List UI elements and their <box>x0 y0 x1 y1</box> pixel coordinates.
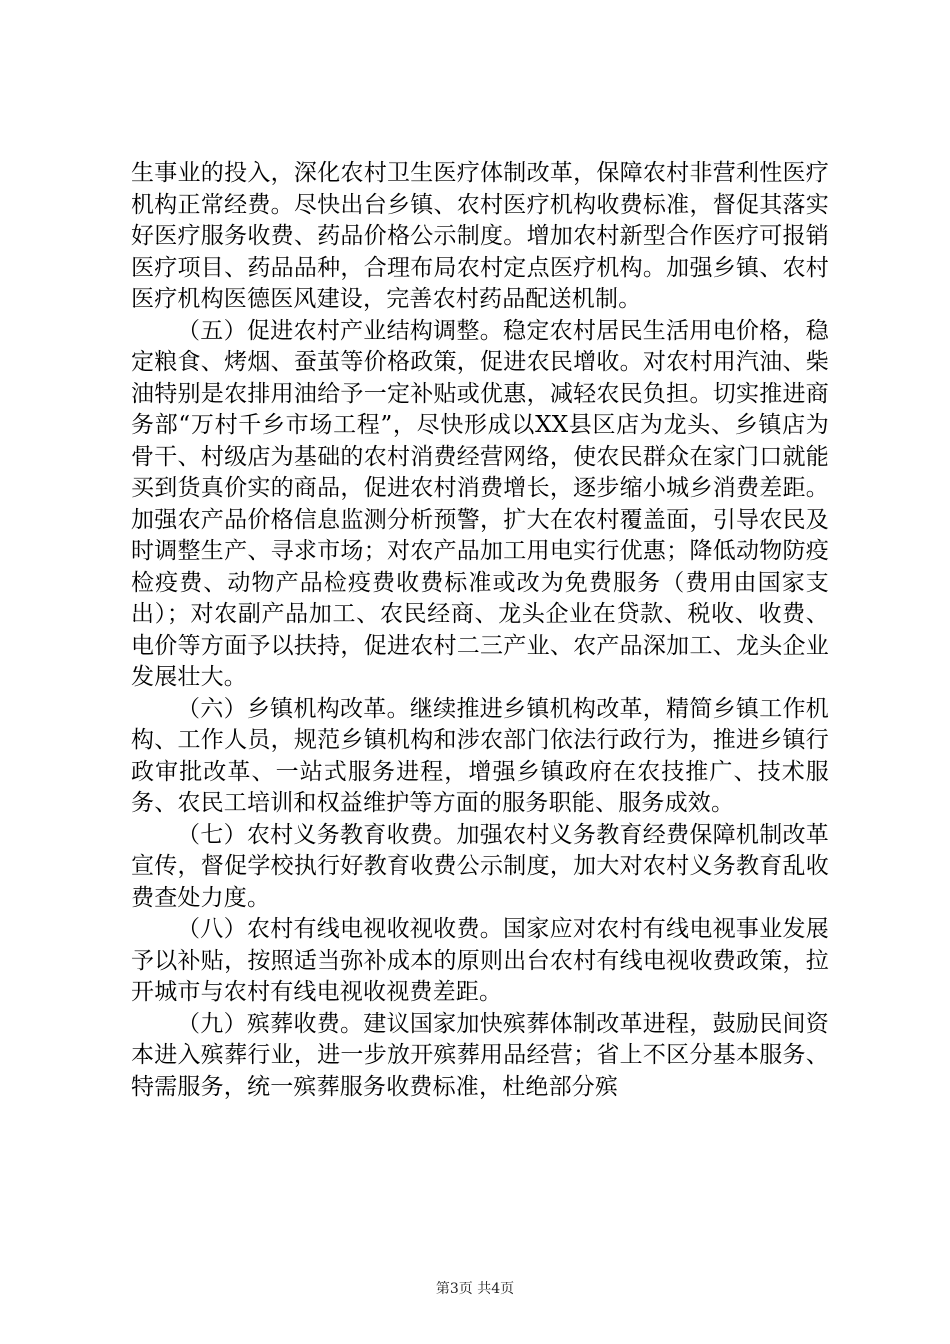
document-body <box>131 158 829 1103</box>
paragraph-4: （七）农村义务教育收费。加强农村义务教育经费保障机制改革宣传，督促学校执行好教育收费公示制度，加大对农村义务教育乱收费查处力度。 <box>131 821 829 911</box>
paragraph-6: （九）殡葬收费。建议国家加快殡葬体制改革进程，鼓励民间资本进入殡葬行业，进一步放开殡葬用品经营；省上不区分基本服务、特需服务，统一殡葬服务收费标准，杜绝部分殡 <box>131 1010 829 1100</box>
paragraph-2: （五）促进农村产业结构调整。稳定农村居民生活用电价格，稳定粮食、烤烟、蚕茧等价格政策，促进农民增收。对农村用汽油、柴油特别是农排用油给予一定补贴或优惠，减轻农民负担。切实推进商务部“万村千乡市场工程”，尽快形成以XX县区店为龙头、乡镇店为骨干、村级店为基础的农村消费经营网络，使农民群众在家门口就能买到货真价实的商品，促进农村消费增长，逐步缩小城乡消费差距。加强农产品价格信息监测分析预警，扩大在农村覆盖面，引导农民及时调整生产、寻求市场；对农产品加工用电实行优惠；降低动物防疫检疫费、动物产品检疫费收费标准或改为免费服务（费用由国家支出）；对农副产品加工、农民经商、龙头企业在贷款、税收、收费、电价等方面予以扶持，促进农村二三产业、农产品深加工、龙头企业发展壮大。 <box>131 317 829 690</box>
paragraph-5: （八）农村有线电视收视收费。国家应对农村有线电视事业发展予以补贴，按照适当弥补成本的原则出台农村有线电视收费政策，拉开城市与农村有线电视收视费差距。 <box>131 916 829 1005</box>
paragraph-1: 生事业的投入，深化农村卫生医疗体制改革，保障农村非营利性医疗机构正常经费。尽快出台乡镇、农村医疗机构收费标准，督促其落实好医疗服务收费、药品价格公示制度。增加农村新型合作医疗可报销医疗项目、药品品种，合理布局农村定点医疗机构。加强乡镇、农村医疗机构医德医风建设，完善农村药品配送机制。 <box>131 160 829 312</box>
page-footer: 第3页 共4页 <box>435 1281 515 1297</box>
paragraph-3: （六）乡镇机构改革。继续推进乡镇机构改革，精简乡镇工作机构、工作人员，规范乡镇机构和涉农部门依法行政行为，推进乡镇行政审批改革、一站式服务进程，增强乡镇政府在农技推广、技术服务、农民工培训和权益维护等方面的服务职能、服务成效。 <box>131 695 829 816</box>
